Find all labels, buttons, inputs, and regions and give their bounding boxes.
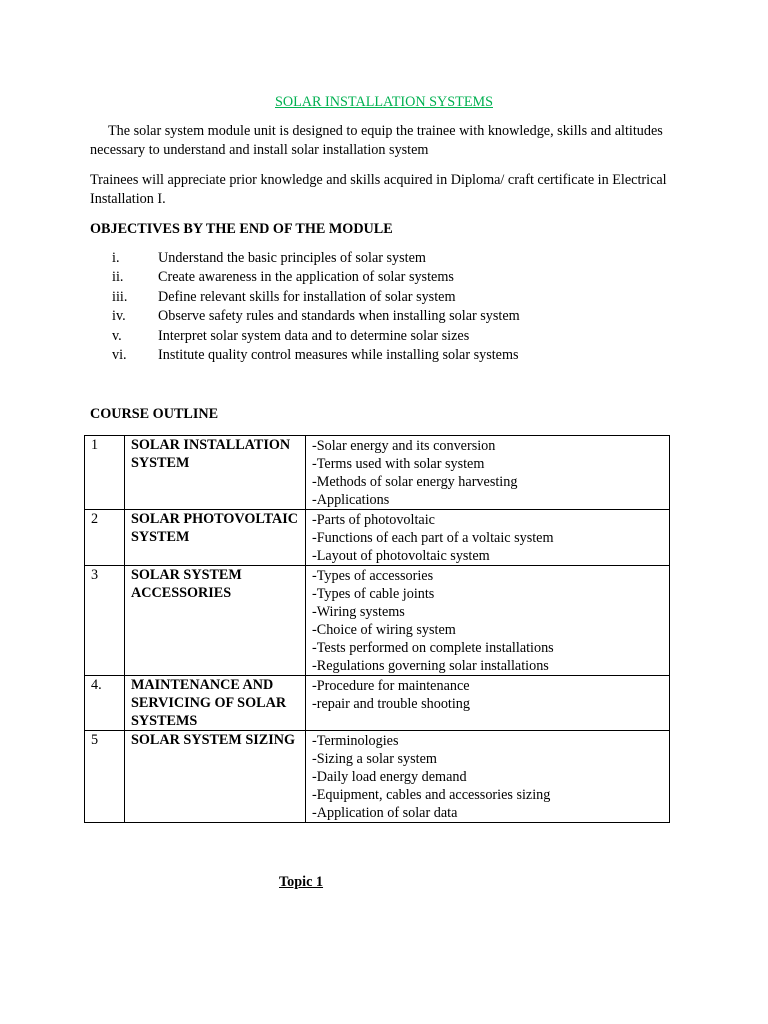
outline-content-item: -Application of solar data bbox=[312, 805, 458, 821]
outline-topic-cell: MAINTENANCE AND SERVICING OF SOLAR SYSTEMS bbox=[125, 676, 306, 731]
outline-content-cell bbox=[306, 676, 670, 731]
objective-number: vi. bbox=[112, 346, 127, 363]
intro-paragraph-2: Trainees will appreciate prior knowledge and skills acquired in Diploma/ craft certificate in Electrical Installation I. bbox=[90, 172, 667, 207]
outline-content-item: -Solar energy and its conversion bbox=[312, 438, 496, 454]
outline-content-cell bbox=[306, 731, 670, 823]
topic-heading: Topic 1 bbox=[279, 874, 324, 890]
objective-text: Create awareness in the application of solar systems bbox=[158, 269, 454, 286]
objective-text: Interpret solar system data and to determine solar sizes bbox=[158, 327, 470, 344]
objective-item bbox=[0, 327, 768, 346]
outline-content-item: -Types of cable joints bbox=[312, 586, 435, 602]
outline-number-cell: 4. bbox=[85, 676, 125, 731]
objective-item bbox=[0, 307, 768, 326]
objective-text: Define relevant skills for installation of solar system bbox=[158, 288, 456, 305]
outline-number-cell: 1 bbox=[85, 436, 125, 510]
outline-topic-cell: SOLAR SYSTEM SIZING bbox=[125, 731, 306, 823]
objective-item bbox=[0, 249, 768, 268]
course-outline-table bbox=[84, 435, 670, 823]
outline-content-cell bbox=[306, 566, 670, 676]
table-row bbox=[85, 566, 670, 676]
objective-text: Observe safety rules and standards when installing solar system bbox=[158, 308, 520, 325]
outline-content-item: -Wiring systems bbox=[312, 604, 405, 620]
objective-number: v. bbox=[112, 327, 122, 344]
outline-topic-cell: SOLAR PHOTOVOLTAIC SYSTEM bbox=[125, 510, 306, 566]
outline-content-item: -Methods of solar energy harvesting bbox=[312, 474, 518, 490]
outline-number-cell: 3 bbox=[85, 566, 125, 676]
intro-paragraph-1: The solar system module unit is designed to equip the trainee with knowledge, skills and altitudes necessary to understand and install solar installation system bbox=[90, 123, 663, 158]
outline-content-item: -Regulations governing solar installations bbox=[312, 658, 549, 674]
outline-topic-cell: SOLAR SYSTEM ACCESSORIES bbox=[125, 566, 306, 676]
objective-item bbox=[0, 268, 768, 287]
objective-number: i. bbox=[112, 250, 120, 266]
outline-number-cell: 5 bbox=[85, 731, 125, 823]
outline-content-item: -Daily load energy demand bbox=[312, 769, 467, 785]
objective-item bbox=[0, 288, 768, 307]
outline-content-item: -repair and trouble shooting bbox=[312, 696, 470, 712]
table-row bbox=[85, 676, 670, 731]
table-row bbox=[85, 731, 670, 823]
outline-content-item: -Choice of wiring system bbox=[312, 622, 456, 638]
outline-content-item: -Terminologies bbox=[312, 733, 399, 749]
outline-content-item: -Types of accessories bbox=[312, 568, 434, 584]
outline-content-cell bbox=[306, 510, 670, 566]
objective-number: ii. bbox=[112, 269, 124, 286]
outline-content-item: -Parts of photovoltaic bbox=[312, 512, 435, 528]
outline-content-item: -Applications bbox=[312, 492, 390, 508]
objectives-list bbox=[0, 249, 768, 365]
objective-number: iii. bbox=[112, 288, 128, 305]
table-row bbox=[85, 436, 670, 510]
objective-text: Institute quality control measures while installing solar systems bbox=[158, 346, 519, 363]
course-outline-heading: COURSE OUTLINE bbox=[90, 406, 219, 422]
objectives-heading: OBJECTIVES BY THE END OF THE MODULE bbox=[90, 221, 393, 237]
outline-content-item: -Layout of photovoltaic system bbox=[312, 548, 490, 564]
outline-content-item: -Terms used with solar system bbox=[312, 456, 485, 472]
outline-content-item: -Equipment, cables and accessories sizing bbox=[312, 787, 551, 803]
outline-content-item: -Sizing a solar system bbox=[312, 751, 437, 767]
outline-topic-cell: SOLAR INSTALLATION SYSTEM bbox=[125, 436, 306, 510]
document-title: SOLAR INSTALLATION SYSTEMS bbox=[275, 94, 493, 110]
objective-item bbox=[0, 346, 768, 365]
outline-number-cell: 2 bbox=[85, 510, 125, 566]
objective-text: Understand the basic principles of solar system bbox=[158, 250, 426, 266]
outline-content-cell bbox=[306, 436, 670, 510]
outline-content-item: -Functions of each part of a voltaic system bbox=[312, 530, 554, 546]
outline-content-item: -Tests performed on complete installations bbox=[312, 640, 554, 656]
table-row bbox=[85, 510, 670, 566]
outline-content-item: -Procedure for maintenance bbox=[312, 678, 470, 694]
objective-number: iv. bbox=[112, 308, 126, 325]
